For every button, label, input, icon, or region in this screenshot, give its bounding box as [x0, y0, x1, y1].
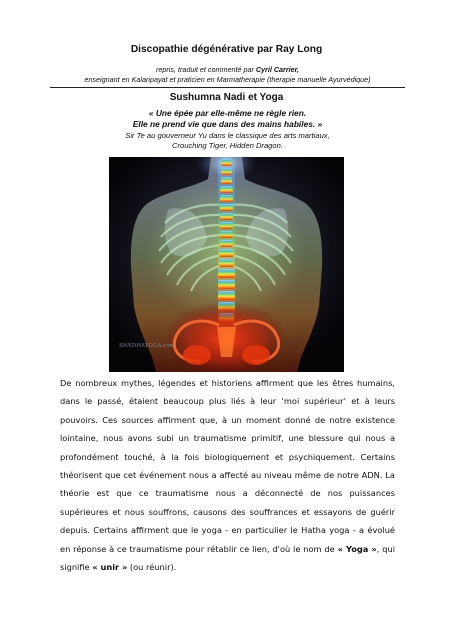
credit-line-2: enseignant en Kalaripayat et praticien en Marmatherapie (therapie manuelle Ayurvédique)	[84, 74, 371, 84]
credit-prefix: repris, traduit et commenté par	[155, 65, 256, 74]
attribution-line-2: Crouching Tiger, Hidden Dragon.	[172, 141, 283, 150]
epigraph-quote	[50, 108, 405, 130]
quote-attribution	[50, 131, 405, 151]
author-credit	[50, 65, 405, 84]
body-paragraph	[60, 374, 395, 576]
quote-line-2: Elle ne prend vie que dans des mains habiles. »	[132, 119, 323, 129]
document-title: Discopathie dégénérative par Ray Long	[130, 44, 323, 55]
section-subtitle: Sushumna Nadi et Yoga	[169, 92, 284, 103]
credit-line-1	[50, 65, 405, 75]
attribution-line-1: Sir Te au gouverneur Yu dans le classique des arts martiaux,	[125, 131, 330, 140]
credit-name: Cyril Carrier,	[255, 65, 300, 74]
paragraph-text-3: (ou réunir).	[127, 562, 177, 573]
header-divider	[50, 87, 405, 88]
spine-illustration-svg	[109, 157, 344, 372]
keyword-yoga: « Yoga »	[337, 543, 377, 554]
spine-chakra-illustration	[109, 157, 344, 372]
paragraph-text-2: , qui signifie	[60, 543, 395, 573]
quote-line-1: « Une épée par elle-même ne règle rien.	[148, 108, 307, 118]
image-watermark: BANDHAYOGA.com	[119, 343, 175, 349]
paragraph-text-1: De nombreux mythes, légendes et historiens affirment que les êtres humains, dans le passé, étaient beaucoup plus liés à leur ‘moi supérieur’ et à leurs pouvoirs. Ces sources affirment que, à un moment donné de notre existence lointaine, nous avons subi un traumatisme primitif, une blessure qui nous a profondément touché, à la fois biologiquement et psychiquement. Certains théorisent que cet événement nous a affecté au niveau même de notre ADN. La théorie est que ce traumatisme nous a déconnecté de nos puissances supérieures et nous souffrons, causons des souffrances et essayons de guérir depuis. Certains affirment que le yoga - en particulier le Hatha yoga - a évolué en réponse à ce traumatisme pour rétablir ce lien, d'où le nom de	[60, 378, 395, 554]
keyword-unir: « unir »	[92, 562, 128, 573]
